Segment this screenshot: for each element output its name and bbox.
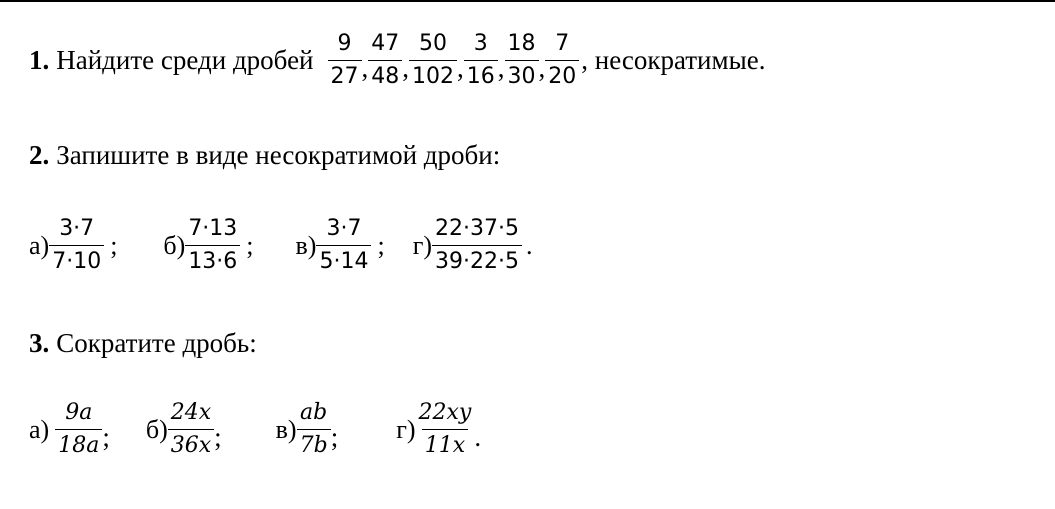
- task3-heading: [29, 328, 257, 359]
- task1-text: Найдите среди дробей: [56, 45, 314, 75]
- item-label: г): [396, 414, 416, 444]
- item-end: ;: [377, 230, 385, 260]
- item-label: а): [29, 414, 50, 444]
- item-label: в): [295, 230, 317, 260]
- comma: ,: [361, 53, 369, 83]
- task1-fraction: $\frac{9}{27}$: [328, 33, 362, 88]
- item-end: ;: [110, 230, 118, 260]
- comma: ,: [538, 53, 546, 83]
- task1-fraction: $\frac{7}{20}$: [545, 33, 579, 88]
- task3-fraction: $\frac{22xy}{11x}$: [418, 400, 472, 458]
- task1-tail: , несократимые.: [581, 45, 766, 75]
- task2-fraction: $\frac{7\cdot 13}{13\cdot 6}$: [185, 218, 240, 273]
- task2-fraction: $\frac{3\cdot 7}{5\cdot 14}$: [316, 218, 371, 273]
- item-end: ;: [214, 422, 222, 452]
- task1-number: 1.: [29, 45, 50, 75]
- task2-number: 2.: [29, 140, 50, 170]
- comma: ,: [402, 53, 410, 83]
- task3-fraction: $\frac{24x}{36x}$: [168, 402, 214, 457]
- task1-line: [29, 33, 765, 88]
- task2-fraction: $\frac{3\cdot 7}{7\cdot 10}$: [49, 218, 104, 273]
- task1-fraction: $\frac{18}{30}$: [505, 33, 539, 88]
- item-label: г): [412, 230, 433, 260]
- task3-number: 3.: [29, 328, 50, 358]
- comma: ,: [497, 53, 505, 83]
- item-label: б): [163, 230, 186, 260]
- item-end: ;: [102, 422, 110, 452]
- task3-text: Сократите дробь:: [56, 328, 257, 358]
- item-end: ;: [246, 230, 254, 260]
- item-end: .: [526, 230, 533, 260]
- top-border: [0, 0, 1055, 2]
- item-label: в): [275, 414, 297, 444]
- item-end: .: [474, 422, 482, 452]
- comma: ,: [457, 53, 464, 83]
- task3-fraction: $\frac{ab}{7b}$: [297, 402, 331, 457]
- task1-fraction: $\frac{3}{16}$: [464, 33, 498, 88]
- task2-items: [29, 218, 533, 273]
- item-label: б): [145, 414, 168, 444]
- task3-fraction: $\frac{9a}{18a}$: [55, 402, 102, 457]
- task2-heading: [29, 140, 500, 171]
- task1-fraction: $\frac{47}{48}$: [368, 33, 402, 88]
- item-end: ;: [330, 422, 339, 452]
- task3-items: [29, 402, 481, 457]
- task2-text: Запишите в виде несократимой дроби:: [56, 140, 501, 170]
- task1-fraction: $\frac{50}{102}$: [409, 33, 457, 88]
- item-label: а): [29, 230, 50, 260]
- task2-fraction: $\frac{22\cdot 37\cdot 5}{39\cdot 22\cdot 5}$: [432, 218, 522, 273]
